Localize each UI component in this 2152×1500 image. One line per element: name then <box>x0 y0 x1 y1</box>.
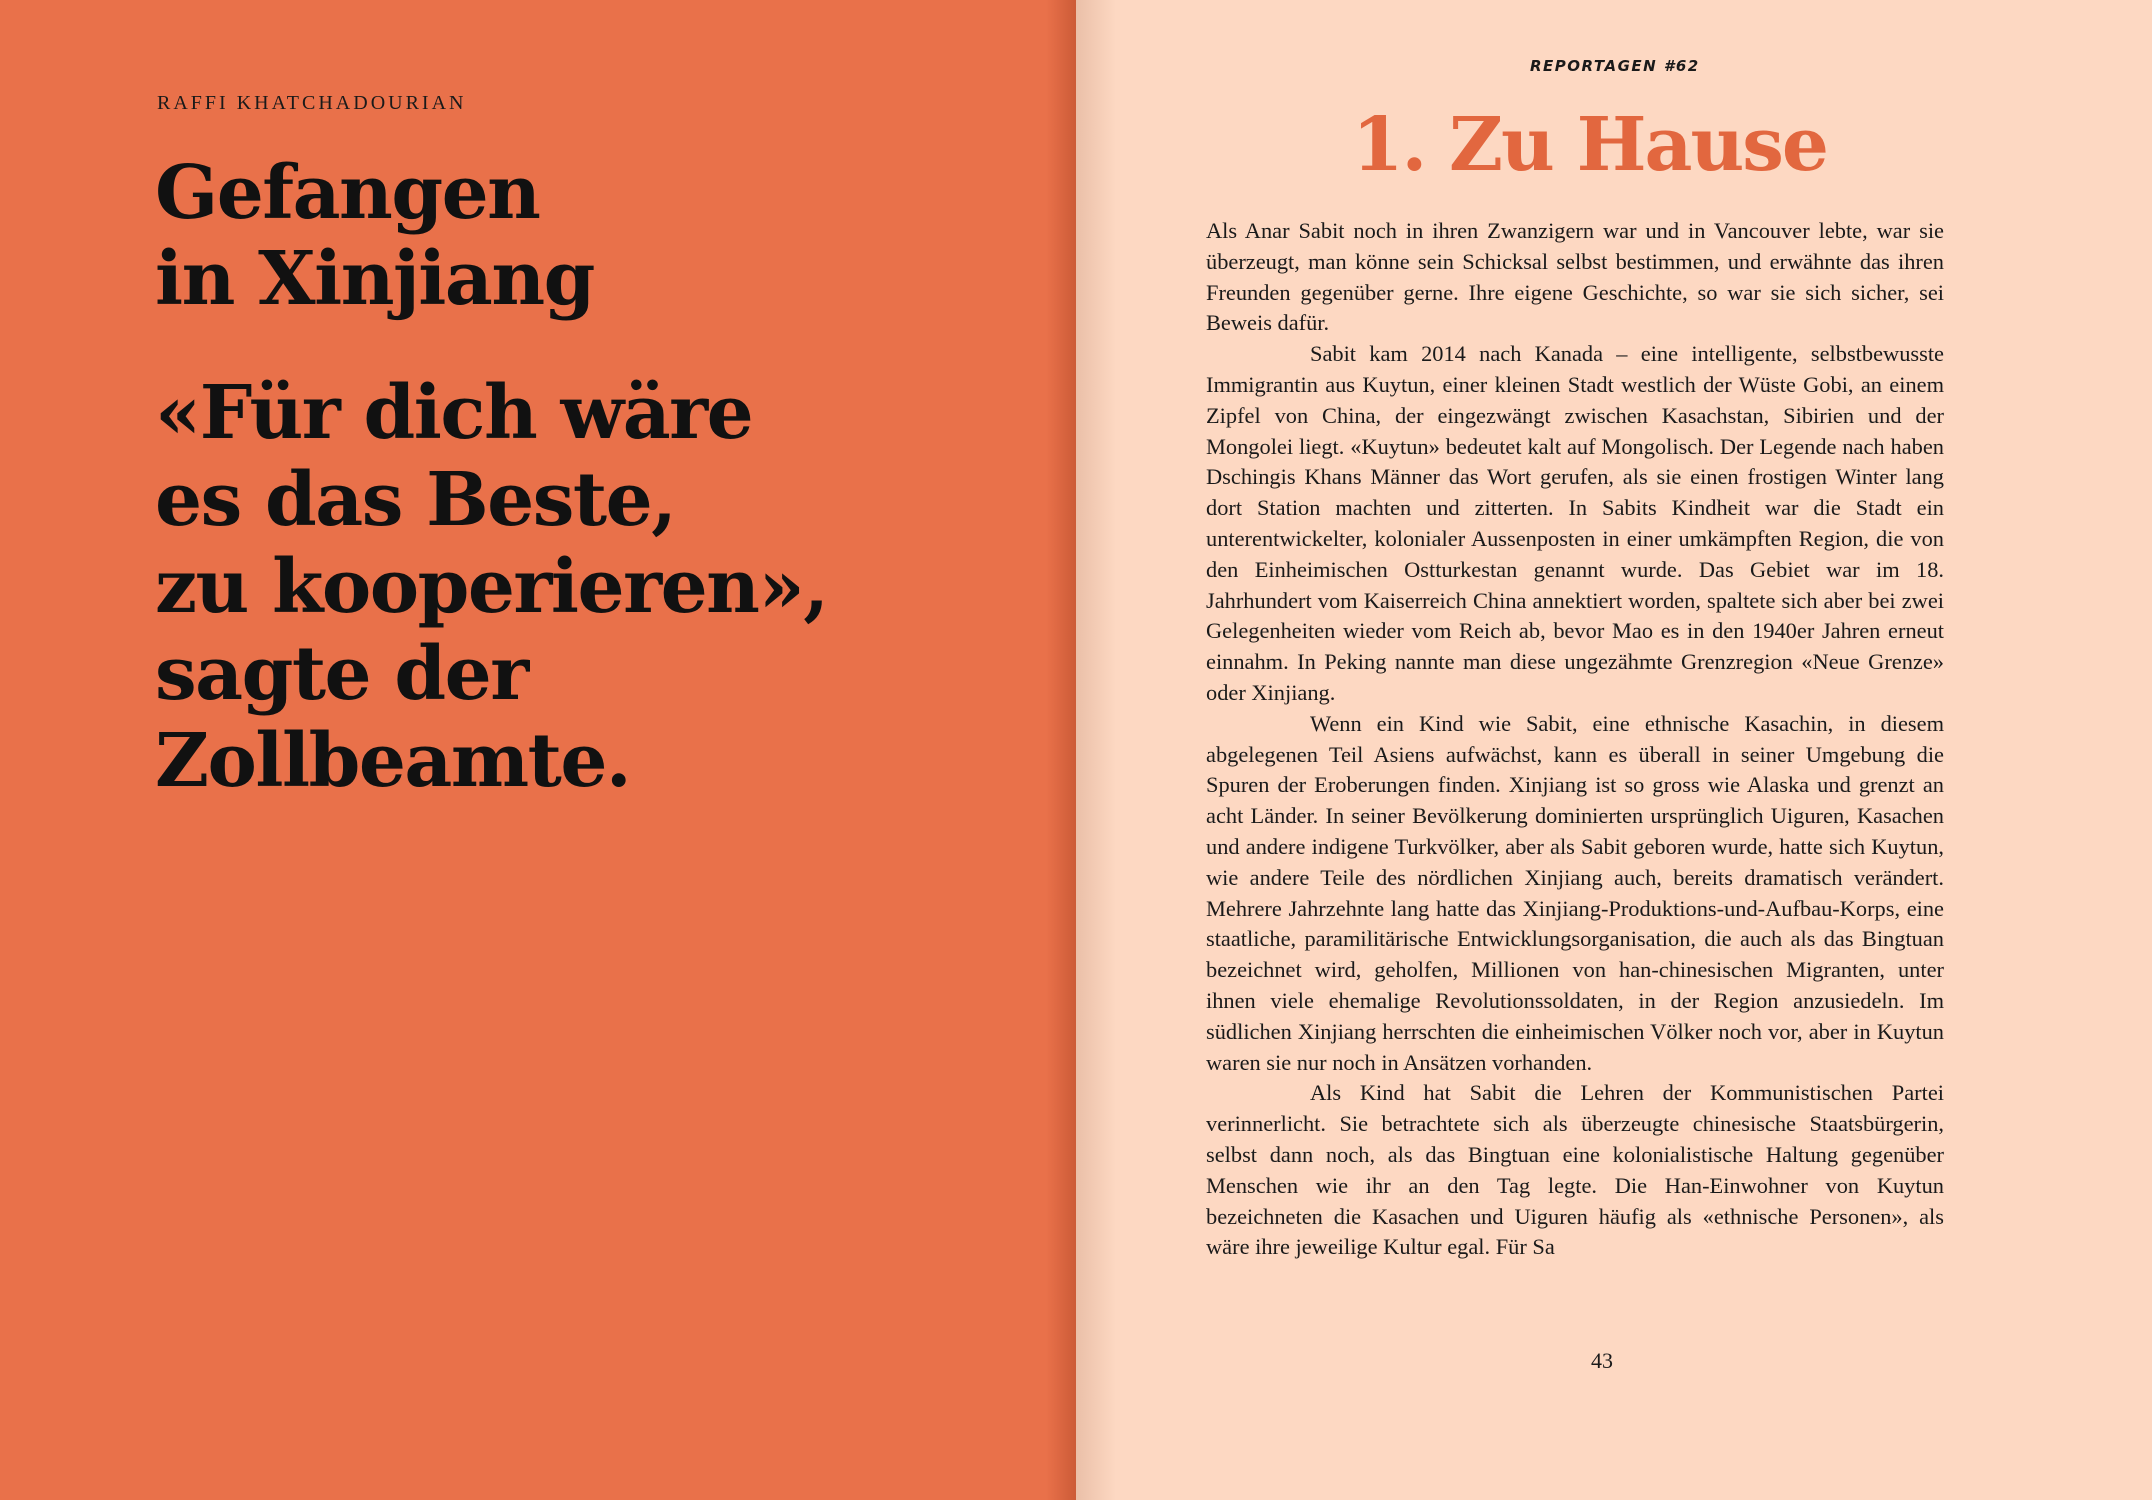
title-line: in Xinjiang <box>155 236 594 322</box>
series-label: REPORTAGEN #62 <box>1530 57 1700 75</box>
title-line: Gefangen <box>155 150 540 236</box>
subtitle-line: «Für dich wäre <box>155 370 753 456</box>
article-subtitle-quote <box>155 370 1035 805</box>
author-name: RAFFI KHATCHADOURIAN <box>157 92 467 114</box>
body-paragraph: Als Anar Sabit noch in ihren Zwanzigern war und in Vancouver lebte, war sie überzeugt, man könne sein Schicksal selbst bestimmen, und erwähnte das ihren Freunden gegenüber gerne. Ihre eigene Geschichte, so war sie sich sicher, sei Beweis dafür. <box>1206 218 1944 336</box>
subtitle-line: zu kooperieren», <box>155 544 828 630</box>
article-title <box>155 150 1015 322</box>
right-page-shadow <box>1076 0 1116 1500</box>
subtitle-line: sagte der <box>155 631 528 717</box>
body-paragraph: Als Kind hat Sabit die Lehren der Kommunistischen Partei verinnerlicht. Sie betrachtete sich als überzeugte chinesische Staatsbürgerin, selbst dann noch, als das Bingtuan eine kolonialistische Haltung gegenüber Menschen wie ihr an den Tag legte. Die Han-Einwohner von Kuytun bezeichneten die Kasachen und Uiguren häufig als «ethnische Personen», als wäre ihre jeweilige Kultur egal. Für Sa <box>1206 1080 1944 1260</box>
chapter-title: 1. Zu Hause <box>1352 102 1828 188</box>
gutter-shadow <box>1046 0 1076 1500</box>
body-paragraph: Wenn ein Kind wie Sabit, eine ethnische Kasachin, in diesem abgelegenen Teil Asiens aufwächst, kann es überall in seiner Umgebung die Spuren der Eroberungen finden. Xinjiang ist so gross wie Alaska und grenzt an acht Länder. In seiner Bevölkerung dominierten ursprünglich Uiguren, Kasachen und andere indigene Turkvölker, aber als Sabit geboren wurde, hatte sich Kuytun, wie andere Teile des nördlichen Xinjiang auch, bereits dramatisch verändert. Mehrere Jahrzehnte lang hatte das Xinjiang-Produktions-und-Aufbau-Korps, eine staatliche, paramilitärische Entwicklungsorganisation, die auch als das Bingtuan bezeichnet wird, geholfen, Millionen von han-chinesischen Migranten, unter ihnen viele ehemalige Revolutionssoldaten, in der Region anzusiedeln. Im südlichen Xinjiang herrschten die einheimischen Völker noch vor, aber in Kuytun waren sie nur noch in Ansätzen vorhanden. <box>1206 710 1944 1075</box>
body-text <box>1206 216 1944 1263</box>
subtitle-line: Zollbeamte. <box>155 718 631 804</box>
body-paragraph: Sabit kam 2014 nach Kanada – eine intelligente, selbstbewusste Immigrantin aus Kuytun, einer kleinen Stadt westlich der Wüste Gobi, an einem Zipfel von China, der eingezwängt zwischen Kasachstan, Sibirien und der Mongolei liegt. «Kuytun» bedeutet kalt auf Mongolisch. Der Legende nach haben Dschingis Khans Männer das Wort gerufen, als sie einen frostigen Winter lang dort Station machten und zitterten. In Sabits Kindheit war die Stadt ein unterentwickelter, kolonialer Aussenposten in einer umkämpften Region, die von den Einheimischen Ostturkestan genannt wurde. Das Gebiet war im 18. Jahrhundert vom Kaiserreich China annektiert worden, spaltete sich aber bei zwei Gelegenheiten wieder vom Reich ab, bevor Mao es in den 1940er Jahren erneut einnahm. In Peking nannte man diese ungezähmte Grenzregion «Neue Grenze» oder Xinjiang. <box>1206 341 1944 705</box>
subtitle-line: es das Beste, <box>155 457 676 543</box>
page-number: 43 <box>1591 1348 1613 1373</box>
